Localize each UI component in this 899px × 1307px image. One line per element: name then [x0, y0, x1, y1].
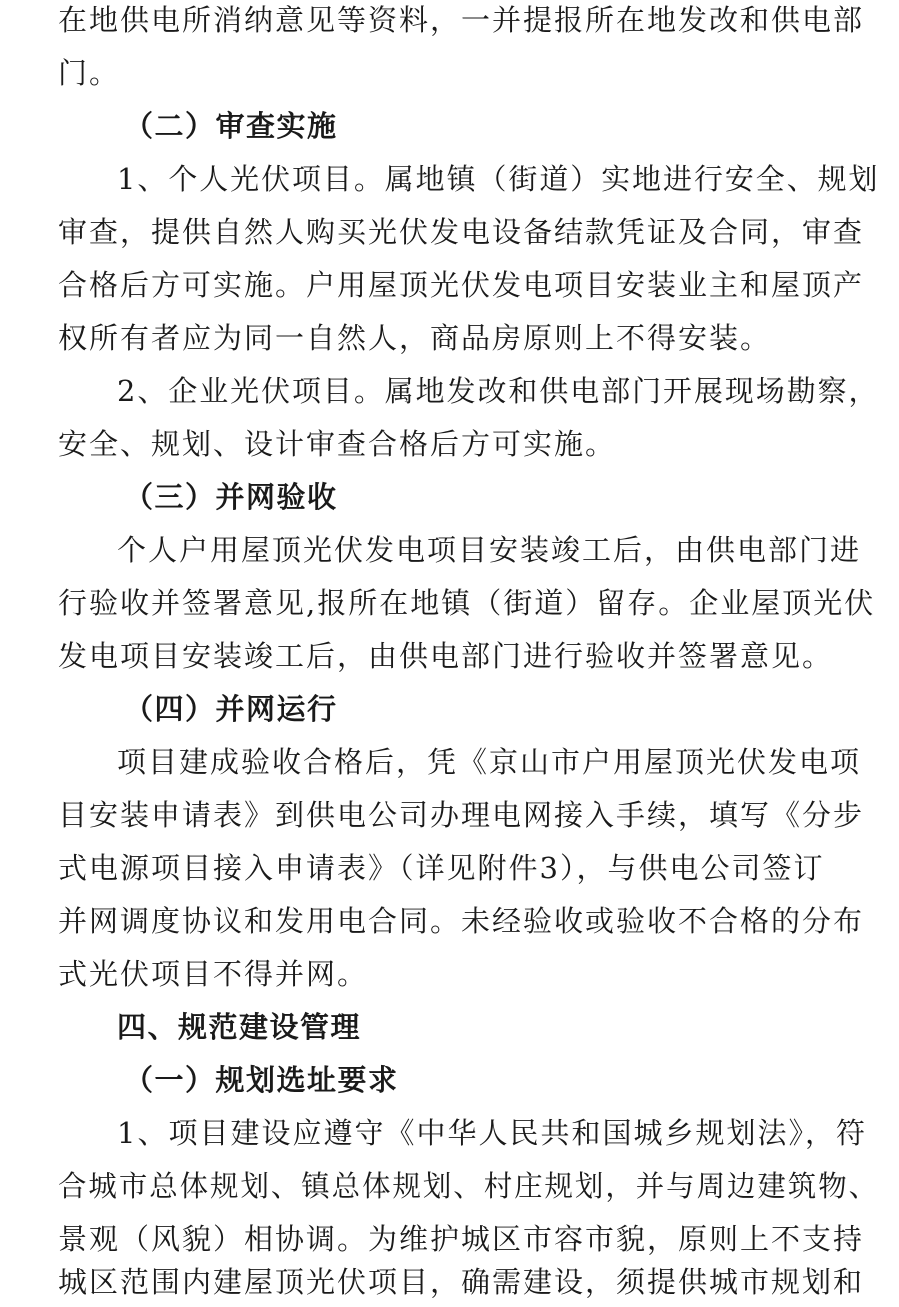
paragraph-line: 项目建成验收合格后，凭《京山市户用屋顶光伏发电项 — [117, 745, 862, 779]
section-heading-operation: （四）并网运行 — [124, 692, 338, 726]
paragraph-line: 2、企业光伏项目。属地发改和供电部门开展现场勘察， — [117, 374, 880, 408]
paragraph-line: 在地供电所消纳意见等资料，一并提报所在地发改和供电部 — [58, 3, 865, 37]
paragraph-line: 权所有者应为同一自然人，商品房原则上不得安装。 — [58, 321, 772, 355]
paragraph-line: 景观（风貌）相协调。为维护城区市容市貌，原则上不支持 — [58, 1222, 865, 1256]
paragraph-line: 1、项目建设应遵守《中华人民共和国城乡规划法》，符 — [117, 1116, 867, 1150]
paragraph-line: 安全、规划、设计审查合格后方可实施。 — [58, 427, 617, 461]
paragraph-line: 并网调度协议和发用电合同。未经验收或验收不合格的分布 — [58, 904, 865, 938]
section-heading-review: （二）审查实施 — [124, 109, 338, 143]
chapter-heading-construction: 四、规范建设管理 — [117, 1010, 362, 1044]
paragraph-line: 城区范围内建屋顶光伏项目，确需建设，须提供城市规划和 — [58, 1265, 865, 1299]
paragraph-line: 审查，提供自然人购买光伏发电设备结款凭证及合同，审查 — [58, 215, 865, 249]
paragraph-line: 发电项目安装竣工后，由供电部门进行验收并签署意见。 — [58, 639, 834, 673]
paragraph-line: 目安装申请表》到供电公司办理电网接入手续，填写《分步 — [58, 798, 865, 832]
paragraph-line: 式电源项目接入申请表》（详见附件3），与供电公司签订 — [58, 851, 825, 885]
paragraph-line: 合格后方可实施。户用屋顶光伏发电项目安装业主和屋顶产 — [58, 268, 865, 302]
section-heading-acceptance: （三）并网验收 — [124, 480, 338, 514]
paragraph-line: 式光伏项目不得并网。 — [58, 957, 369, 991]
paragraph-line: 1、个人光伏项目。属地镇（街道）实地进行安全、规划 — [117, 162, 880, 196]
section-heading-site-selection: （一）规划选址要求 — [124, 1063, 399, 1097]
paragraph-line: 个人户用屋顶光伏发电项目安装竣工后，由供电部门进 — [117, 533, 862, 567]
paragraph-line: 合城市总体规划、镇总体规划、村庄规划，并与周边建筑物、 — [58, 1169, 880, 1203]
paragraph-line: 行验收并签署意见,报所在地镇（街道）留存。企业屋顶光伏 — [58, 586, 876, 620]
paragraph-line: 门。 — [58, 56, 121, 90]
